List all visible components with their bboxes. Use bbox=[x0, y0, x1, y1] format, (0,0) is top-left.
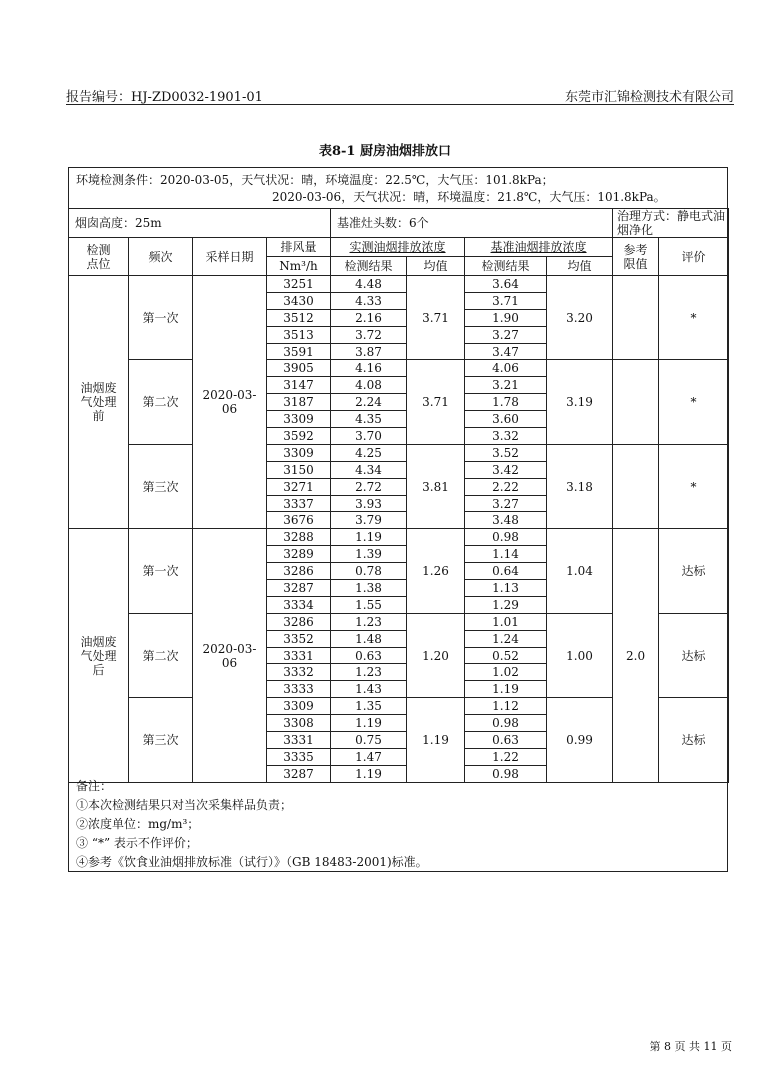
evaluation-cell: * bbox=[659, 444, 729, 528]
airflow-cell: 3430 bbox=[267, 292, 331, 309]
date-cell: 2020-03- 06 bbox=[193, 276, 267, 529]
frequency-cell: 第三次 bbox=[129, 698, 193, 782]
airflow-cell: 3251 bbox=[267, 276, 331, 293]
baseline-mean-cell: 1.00 bbox=[547, 613, 613, 697]
baseline-mean-cell: 3.19 bbox=[547, 360, 613, 444]
point-cell: 油烟废 气处理 前 bbox=[69, 276, 129, 529]
note-2: ②浓度单位：mg/m³； bbox=[76, 817, 200, 831]
limit-cell bbox=[613, 276, 659, 360]
measured-cell: 1.19 bbox=[331, 715, 407, 732]
measured-cell: 1.19 bbox=[331, 765, 407, 782]
airflow-cell: 3905 bbox=[267, 360, 331, 377]
airflow-cell: 3150 bbox=[267, 461, 331, 478]
col-date-header: 采样日期 bbox=[193, 238, 267, 276]
measured-cell: 1.38 bbox=[331, 580, 407, 597]
baseline-cell: 1.90 bbox=[465, 309, 547, 326]
report-number: 报告编号：HJ-ZD0032-1901-01 bbox=[66, 90, 263, 105]
measured-cell: 3.79 bbox=[331, 512, 407, 529]
airflow-cell: 3308 bbox=[267, 715, 331, 732]
baseline-cell: 4.06 bbox=[465, 360, 547, 377]
evaluation-cell: 达标 bbox=[659, 529, 729, 613]
measured-mean-cell: 3.81 bbox=[407, 444, 465, 528]
measured-mean-cell: 1.20 bbox=[407, 613, 465, 697]
col-airflow-unit: Nm³/h bbox=[267, 257, 331, 276]
baseline-mean-cell: 1.04 bbox=[547, 529, 613, 613]
measured-cell: 1.23 bbox=[331, 664, 407, 681]
baseline-cell: 2.22 bbox=[465, 478, 547, 495]
airflow-cell: 3287 bbox=[267, 580, 331, 597]
baseline-cell: 0.63 bbox=[465, 732, 547, 749]
baseline-cell: 0.98 bbox=[465, 529, 547, 546]
measured-cell: 3.72 bbox=[331, 326, 407, 343]
measured-cell: 3.93 bbox=[331, 495, 407, 512]
frequency-cell: 第二次 bbox=[129, 360, 193, 444]
col-frequency-header: 频次 bbox=[129, 238, 193, 276]
limit-cell: 2.0 bbox=[613, 529, 659, 782]
col-limit-header: 参考 限值 bbox=[613, 238, 659, 276]
col-measured-mean: 均值 bbox=[407, 257, 465, 276]
baseline-cell: 3.42 bbox=[465, 461, 547, 478]
measured-mean-cell: 3.71 bbox=[407, 360, 465, 444]
airflow-cell: 3337 bbox=[267, 495, 331, 512]
info-row bbox=[69, 209, 729, 238]
environment-conditions bbox=[68, 167, 728, 207]
airflow-cell: 3352 bbox=[267, 630, 331, 647]
baseline-mean-cell: 3.18 bbox=[547, 444, 613, 528]
baseline-cell: 1.78 bbox=[465, 394, 547, 411]
col-baseline-result: 检测结果 bbox=[465, 257, 547, 276]
airflow-cell: 3271 bbox=[267, 478, 331, 495]
baseline-cell: 1.29 bbox=[465, 596, 547, 613]
airflow-cell: 3331 bbox=[267, 647, 331, 664]
airflow-cell: 3335 bbox=[267, 748, 331, 765]
airflow-cell: 3513 bbox=[267, 326, 331, 343]
airflow-cell: 3147 bbox=[267, 377, 331, 394]
note-1: ①本次检测结果只对当次采集样品负责； bbox=[76, 798, 293, 812]
baseline-cell: 1.13 bbox=[465, 580, 547, 597]
airflow-cell: 3334 bbox=[267, 596, 331, 613]
measured-cell: 1.47 bbox=[331, 748, 407, 765]
measured-cell: 2.72 bbox=[331, 478, 407, 495]
measured-cell: 1.48 bbox=[331, 630, 407, 647]
baseline-cell: 3.52 bbox=[465, 444, 547, 461]
airflow-cell: 3289 bbox=[267, 546, 331, 563]
stove-count: 基准灶头数：6个 bbox=[331, 209, 613, 238]
baseline-cell: 3.47 bbox=[465, 343, 547, 360]
measured-cell: 1.55 bbox=[331, 596, 407, 613]
airflow-cell: 3309 bbox=[267, 698, 331, 715]
conditions-line-1: 环境检测条件：2020-03-05，天气状况：晴，环境温度：22.5℃，大气压：101.8kPa； bbox=[76, 173, 554, 187]
measured-cell: 0.78 bbox=[331, 563, 407, 580]
measured-cell: 1.35 bbox=[331, 698, 407, 715]
col-point-header: 检测 点位 bbox=[69, 238, 129, 276]
col-measured-header: 实测油烟排放浓度 bbox=[331, 238, 465, 257]
page-header bbox=[66, 84, 734, 105]
col-airflow-header: 排风量 bbox=[267, 238, 331, 257]
airflow-cell: 3309 bbox=[267, 411, 331, 428]
header-row-1 bbox=[69, 238, 729, 257]
col-measured-result: 检测结果 bbox=[331, 257, 407, 276]
airflow-cell: 3309 bbox=[267, 444, 331, 461]
measured-cell: 3.87 bbox=[331, 343, 407, 360]
baseline-cell: 1.19 bbox=[465, 681, 547, 698]
baseline-cell: 3.48 bbox=[465, 512, 547, 529]
airflow-cell: 3286 bbox=[267, 613, 331, 630]
table-row bbox=[69, 276, 729, 293]
measured-cell: 4.34 bbox=[331, 461, 407, 478]
baseline-cell: 3.60 bbox=[465, 411, 547, 428]
evaluation-cell: 达标 bbox=[659, 613, 729, 697]
airflow-cell: 3333 bbox=[267, 681, 331, 698]
measured-cell: 4.16 bbox=[331, 360, 407, 377]
measured-cell: 1.23 bbox=[331, 613, 407, 630]
airflow-cell: 3331 bbox=[267, 732, 331, 749]
baseline-cell: 1.12 bbox=[465, 698, 547, 715]
measured-cell: 2.24 bbox=[331, 394, 407, 411]
airflow-cell: 3332 bbox=[267, 664, 331, 681]
measured-cell: 3.70 bbox=[331, 428, 407, 445]
measured-mean-cell: 3.71 bbox=[407, 276, 465, 360]
chimney-height: 烟囱高度：25m bbox=[69, 209, 331, 238]
baseline-cell: 3.21 bbox=[465, 377, 547, 394]
measured-cell: 1.19 bbox=[331, 529, 407, 546]
measured-cell: 4.25 bbox=[331, 444, 407, 461]
measured-mean-cell: 1.19 bbox=[407, 698, 465, 782]
airflow-cell: 3676 bbox=[267, 512, 331, 529]
measured-cell: 4.33 bbox=[331, 292, 407, 309]
baseline-cell: 3.27 bbox=[465, 326, 547, 343]
airflow-cell: 3591 bbox=[267, 343, 331, 360]
measured-cell: 1.39 bbox=[331, 546, 407, 563]
baseline-mean-cell: 3.20 bbox=[547, 276, 613, 360]
evaluation-cell: * bbox=[659, 360, 729, 444]
frequency-cell: 第一次 bbox=[129, 276, 193, 360]
baseline-cell: 1.02 bbox=[465, 664, 547, 681]
baseline-cell: 0.52 bbox=[465, 647, 547, 664]
airflow-cell: 3187 bbox=[267, 394, 331, 411]
evaluation-cell: 达标 bbox=[659, 698, 729, 782]
measured-cell: 0.63 bbox=[331, 647, 407, 664]
frequency-cell: 第一次 bbox=[129, 529, 193, 613]
col-eval-header: 评价 bbox=[659, 238, 729, 276]
measured-cell: 4.08 bbox=[331, 377, 407, 394]
baseline-cell: 0.98 bbox=[465, 715, 547, 732]
baseline-mean-cell: 0.99 bbox=[547, 698, 613, 782]
note-3: ③ “*” 表示不作评价； bbox=[76, 836, 198, 850]
table-row bbox=[69, 360, 729, 377]
measured-cell: 1.43 bbox=[331, 681, 407, 698]
measured-cell: 4.48 bbox=[331, 276, 407, 293]
table-row bbox=[69, 529, 729, 546]
treatment-method: 治理方式：静电式油烟净化 bbox=[613, 209, 729, 238]
table-row bbox=[69, 444, 729, 461]
company-name: 东莞市汇锦检测技术有限公司 bbox=[564, 90, 734, 105]
airflow-cell: 3512 bbox=[267, 309, 331, 326]
point-cell: 油烟废 气处理 后 bbox=[69, 529, 129, 782]
baseline-cell: 1.24 bbox=[465, 630, 547, 647]
baseline-cell: 1.22 bbox=[465, 748, 547, 765]
measured-cell: 4.35 bbox=[331, 411, 407, 428]
airflow-cell: 3288 bbox=[267, 529, 331, 546]
baseline-cell: 1.01 bbox=[465, 613, 547, 630]
emission-table bbox=[68, 208, 729, 783]
baseline-cell: 3.71 bbox=[465, 292, 547, 309]
baseline-cell: 3.64 bbox=[465, 276, 547, 293]
airflow-cell: 3287 bbox=[267, 765, 331, 782]
col-baseline-mean: 均值 bbox=[547, 257, 613, 276]
evaluation-cell: * bbox=[659, 276, 729, 360]
measured-mean-cell: 1.26 bbox=[407, 529, 465, 613]
note-4: ④参考《饮食业油烟排放标准（试行）》（GB 18483-2001)标准。 bbox=[76, 855, 428, 869]
page-footer: 第 8 页 共 11 页 bbox=[649, 1040, 732, 1053]
frequency-cell: 第三次 bbox=[129, 444, 193, 528]
measured-cell: 2.16 bbox=[331, 309, 407, 326]
conditions-line-2: 2020-03-06，天气状况：晴，环境温度：21.8℃，大气压：101.8kPa。 bbox=[272, 190, 666, 204]
measured-cell: 0.75 bbox=[331, 732, 407, 749]
notes-heading: 备注： bbox=[76, 779, 113, 793]
baseline-cell: 1.14 bbox=[465, 546, 547, 563]
notes bbox=[76, 777, 428, 872]
date-cell: 2020-03- 06 bbox=[193, 529, 267, 782]
baseline-cell: 0.98 bbox=[465, 765, 547, 782]
airflow-cell: 3286 bbox=[267, 563, 331, 580]
limit-cell bbox=[613, 444, 659, 528]
baseline-cell: 3.27 bbox=[465, 495, 547, 512]
limit-cell bbox=[613, 360, 659, 444]
col-baseline-header: 基准油烟排放浓度 bbox=[465, 238, 613, 257]
frequency-cell: 第二次 bbox=[129, 613, 193, 697]
table-title: 表8-1 厨房油烟排放口 bbox=[318, 144, 451, 159]
baseline-cell: 3.32 bbox=[465, 428, 547, 445]
baseline-cell: 0.64 bbox=[465, 563, 547, 580]
airflow-cell: 3592 bbox=[267, 428, 331, 445]
